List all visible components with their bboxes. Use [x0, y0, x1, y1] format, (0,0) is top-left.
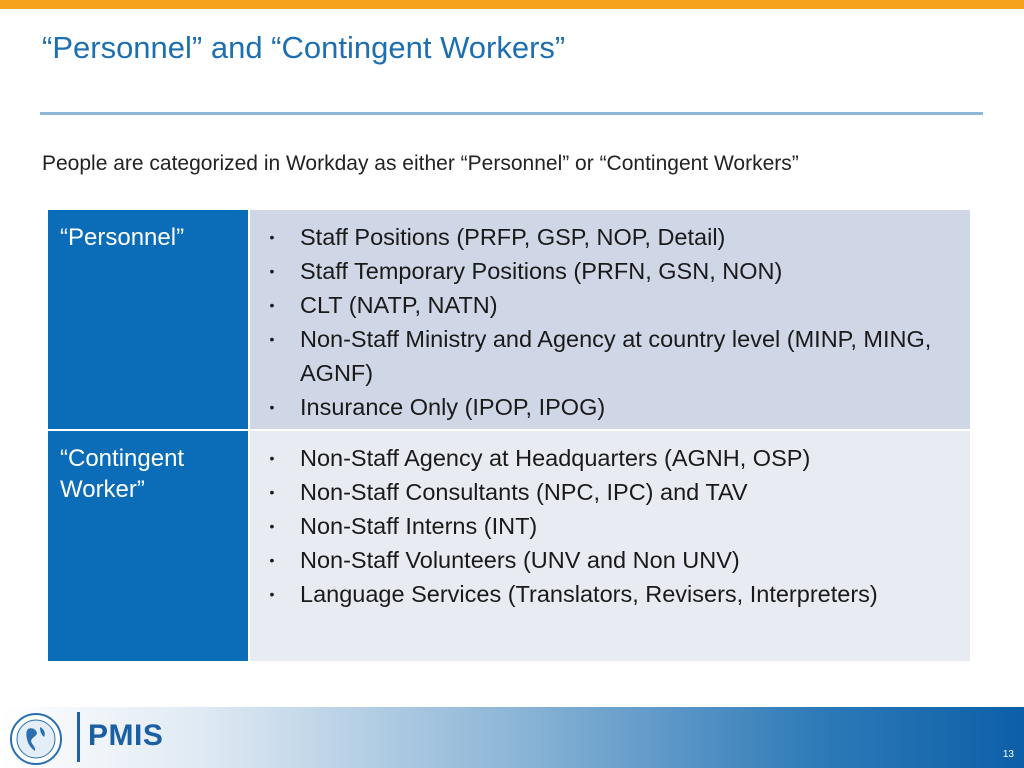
page-number: 13 — [1002, 749, 1014, 760]
row-label-contingent-worker: “Contingent Worker” — [48, 430, 249, 661]
category-table — [48, 210, 970, 661]
row-items-contingent-worker — [249, 430, 970, 661]
bullet-icon: • — [269, 551, 275, 568]
list-item — [262, 390, 958, 424]
list-item-text: Non-Staff Consultants (NPC, IPC) and TAV — [300, 478, 748, 505]
list-item — [262, 441, 958, 475]
bullet-icon: • — [269, 483, 275, 500]
bullet-icon: • — [269, 331, 275, 347]
title-divider — [40, 112, 983, 115]
top-accent-bar — [0, 0, 1024, 9]
list-item — [262, 577, 958, 611]
list-item-text: Non-Staff Volunteers (UNV and Non UNV) — [300, 546, 740, 573]
list-item — [262, 543, 958, 577]
bullet-icon: • — [269, 297, 275, 313]
slide-title: “Personnel” and “Contingent Workers” — [42, 30, 566, 65]
list-item-text: Staff Temporary Positions (PRFN, GSN, NON) — [300, 258, 783, 284]
list-item — [262, 288, 958, 322]
bullet-icon: • — [269, 263, 275, 279]
table-row-personnel — [48, 210, 970, 430]
list-item — [262, 322, 958, 390]
bullet-icon: • — [269, 229, 275, 245]
logo-divider — [77, 712, 80, 762]
list-item — [262, 509, 958, 543]
bullet-icon: • — [269, 449, 275, 466]
list-item — [262, 475, 958, 509]
footer-bar — [0, 707, 1024, 768]
bullet-icon: • — [269, 399, 275, 415]
bullet-icon: • — [269, 585, 275, 602]
pmis-logo: PMIS — [88, 719, 164, 752]
list-item-text: Staff Positions (PRFP, GSP, NOP, Detail) — [300, 224, 726, 250]
table-row-contingent-worker — [48, 430, 970, 661]
paho-seal-icon — [10, 713, 62, 765]
list-item — [262, 254, 958, 288]
list-item-text: Non-Staff Agency at Headquarters (AGNH, OSP) — [300, 444, 811, 471]
slide-subtitle: People are categorized in Workday as either “Personnel” or “Contingent Workers” — [42, 152, 799, 175]
list-item-text: Non-Staff Ministry and Agency at country level (MINP, MING, AGNF) — [300, 326, 932, 386]
list-item-text: CLT (NATP, NATN) — [300, 292, 498, 318]
list-item-text: Language Services (Translators, Revisers, Interpreters) — [300, 580, 878, 607]
list-item — [262, 220, 958, 254]
bullet-icon: • — [269, 517, 275, 534]
list-item-text: Insurance Only (IPOP, IPOG) — [300, 394, 606, 420]
row-items-personnel — [249, 210, 970, 430]
list-item-text: Non-Staff Interns (INT) — [300, 512, 538, 539]
row-label-personnel: “Personnel” — [48, 210, 249, 430]
